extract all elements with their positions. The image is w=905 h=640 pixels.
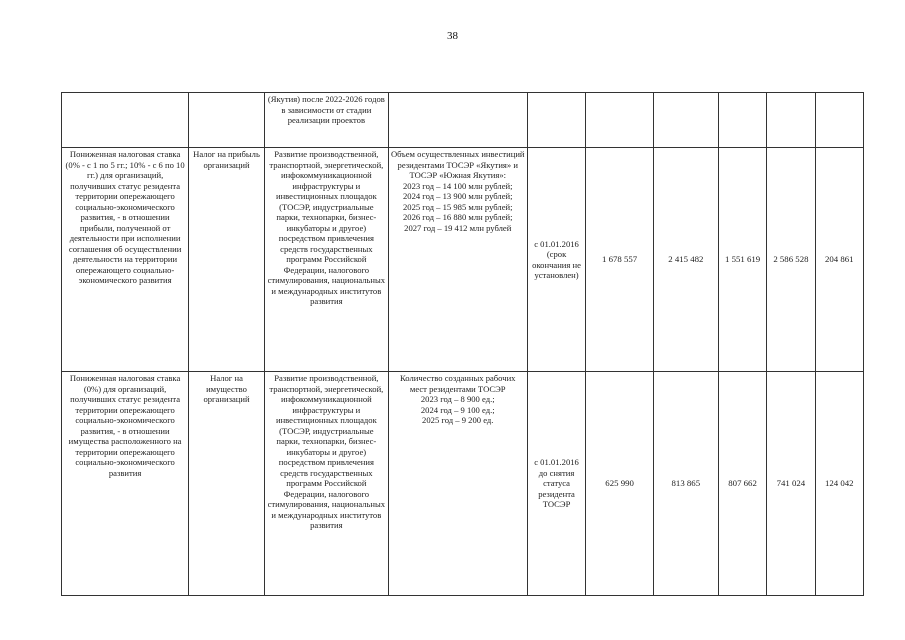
indicator-line: Количество созданных рабочих мест резидентами ТОСЭР — [400, 373, 516, 394]
indicator-cell — [388, 148, 527, 372]
term-cell — [527, 93, 586, 148]
table-row — [62, 372, 864, 596]
measure-cell: Пониженная налоговая ставка (0% - с 1 по 5 гг.; 10% - с 6 по 10 гг.) для организаций, получивших статус резидента территории опережающего социально-экономического развития, - в отношении прибыли, полученной от деятельности при исполнении соглашения об осуществлении деятельности на территории опережающего социально-экономического развития — [62, 148, 189, 372]
indicator-line: 2024 год – 13 900 млн рублей; — [402, 191, 513, 201]
value-cell — [718, 93, 766, 148]
tax-expenditure-table — [61, 92, 864, 596]
indicator-line: 2023 год – 8 900 ед.; — [420, 394, 495, 404]
tax-cell: Налог на прибыль организаций — [189, 148, 265, 372]
indicator-line: 2025 год – 9 200 ед. — [422, 415, 494, 425]
value-cell: 2 415 482 — [653, 148, 718, 372]
indicator-line: 2023 год – 14 100 млн рублей; — [402, 180, 513, 191]
value-cell — [815, 93, 863, 148]
value-cell: 625 990 — [586, 372, 653, 596]
goal-cell: (Якутия) после 2022-2026 годов в зависимости от стадии реализации проектов — [264, 93, 388, 148]
value-cell: 741 024 — [767, 372, 815, 596]
value-cell: 1 551 619 — [718, 148, 766, 372]
goal-cell: Развитие производственной, транспортной, энергетической, инфокоммуникационной инфраструктуры и инвестиционных площадок (ТОСЭР, индустриальные парки, технопарки, бизнес-инкубаторы и другое) посредством привлечения средств государственных программ Российской Федерации, налогового стимулирования, национальных и международных институтов развития — [264, 372, 388, 596]
indicator-cell — [388, 372, 527, 596]
indicator-line: 2027 год – 19 412 млн рублей — [404, 222, 512, 233]
indicator-cell — [388, 93, 527, 148]
value-cell: 1 678 557 — [586, 148, 653, 372]
value-cell: 807 662 — [718, 372, 766, 596]
value-cell: 813 865 — [653, 372, 718, 596]
value-cell: 204 861 — [815, 148, 863, 372]
goal-cell: Развитие производственной, транспортной, энергетической, инфокоммуникационной инфраструктуры и инвестиционных площадок (ТОСЭР, индустриальные парки, технопарки, бизнес-инкубаторы и другое) посредством привлечения средств государственных программ Российской Федерации, налогового стимулирования, национальных и международных институтов развития — [264, 148, 388, 372]
value-cell: 124 042 — [815, 372, 863, 596]
indicator-line: 2026 год – 16 880 млн рублей; — [402, 212, 513, 222]
indicator-line: 2025 год – 15 985 млн рублей; — [402, 201, 513, 212]
value-cell — [653, 93, 718, 148]
table-row — [62, 93, 864, 148]
tax-cell — [189, 93, 265, 148]
value-cell: 2 586 528 — [767, 148, 815, 372]
tax-cell: Налог на имущество организаций — [189, 372, 265, 596]
table-row — [62, 148, 864, 372]
indicator-line: Объем осуществленных инвестиций резидентами ТОСЭР «Якутия» и ТОСЭР «Южная Якутия»: — [390, 149, 525, 180]
value-cell — [767, 93, 815, 148]
measure-cell: Пониженная налоговая ставка (0%) для организаций, получивших статус резидента территории опережающего социально-экономического развития, - в отношении имущества расположенного на территории опережающего социально-экономического развития — [62, 372, 189, 596]
value-cell — [586, 93, 653, 148]
indicator-line: 2024 год – 9 100 ед.; — [420, 404, 495, 415]
term-cell: с 01.01.2016 (срок окончания не установлен) — [527, 148, 586, 372]
term-cell: с 01.01.2016 до снятия статуса резидента ТОСЭР — [527, 372, 586, 596]
measure-cell — [62, 93, 189, 148]
page-number: 38 — [447, 30, 458, 42]
